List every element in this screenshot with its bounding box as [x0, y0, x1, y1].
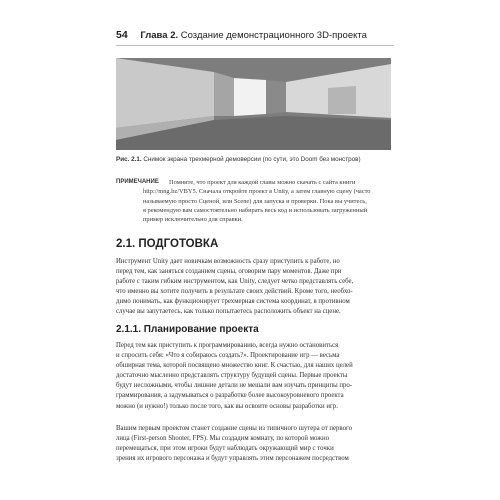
text-line: димо понимать, как функционирует трехмерная система координат, в противном: [116, 298, 350, 306]
text-line: перед тем, как заняться созданием сцены, оговорим пару моментов. Даже при: [116, 268, 342, 276]
text-line: перемещаться, при этом игроки будут наблюдать окружающий мир с точки: [116, 445, 334, 453]
text-line: зрения их игрового персонажа и будут управлять этим персонажем посредством: [116, 455, 349, 463]
text-line: будут несложными, чтобы лишние детали не мешали вам изучать принципы про-: [116, 382, 353, 390]
subsection-paragraph: [116, 424, 401, 464]
subsection-heading: 2.1.1. Планирование проекта: [116, 324, 259, 335]
text-line: лица (First-person Shooter, FPS). Мы создадим комнату, по которой можно: [116, 435, 330, 443]
figure-caption: [116, 156, 401, 163]
text-line: и спросить себя: «Что я собираюсь создать?». Проектирование игр — весьма: [116, 352, 340, 360]
figure-screenshot: [116, 58, 391, 150]
chapter-label: Глава 2.: [140, 30, 179, 41]
figure-caption-text: Снимок экрана трехмерной демоверсии (по сути, это Doom без монстров): [143, 156, 361, 163]
note-line: называемую просто Сценой, или Scene) для запуска и проверки. Пока вы учитесь,: [143, 197, 367, 205]
text-line: граммирования, а задумываться о разработке более высокоуровневого проекта: [116, 392, 344, 400]
note-line: пример исключительно для справки.: [143, 216, 243, 224]
note-box: [116, 178, 401, 224]
note-line: http://mng.bz/VBY5. Сначала откройте проект в Unity, а затем главную сцену (часто: [143, 188, 371, 196]
text-line: Инструмент Unity дает новичкам возможность сразу приступить к работе, но: [116, 258, 340, 265]
note-label: ПРИМЕЧАНИЕ: [116, 179, 159, 185]
text-line: обширная тема, которой посвящено множество книг. К счастью, для наших целей: [116, 362, 353, 370]
subsection-paragraph: [116, 341, 401, 412]
text-line: достаточно мысленно представлять структуру будущей сцены. Первые проекты: [116, 372, 348, 380]
running-header: [116, 29, 396, 41]
figure-caption-label: Рис. 2.1.: [116, 156, 142, 163]
text-line: что именно вы хотите получить в результате своих действий. Кроме того, необхо-: [116, 288, 353, 296]
text-line: Вашим первым проектом станет создание сцены из типичного шутера от первого: [116, 425, 352, 432]
note-line: я рекомендую вам самостоятельно набирать весь код и использовать загруженный: [143, 206, 368, 214]
demo-scene-image: [116, 58, 391, 150]
text-line: случае вы запутаетесь, как только попытаетесь расположить объект на сцене.: [116, 308, 341, 316]
header-divider: [116, 45, 394, 46]
section-paragraph: [116, 257, 401, 318]
text-line: Перед тем как приступить к программированию, всегда нужно остановиться: [116, 342, 339, 349]
text-line: работе с таким гибким инструментом, как Unity, следует четко представлять себе,: [116, 278, 354, 286]
section-heading: 2.1. ПОДГОТОВКА: [116, 238, 219, 250]
page-number: 54: [116, 29, 128, 41]
text-line: можно (и нужно!) только после того, как вы освоите основы разработки игр.: [116, 402, 338, 410]
chapter-title: Создание демонстрационного 3D-проекта: [180, 30, 367, 41]
note-line: Помните, что проект для каждой главы можно скачать с сайта книги: [169, 179, 356, 186]
